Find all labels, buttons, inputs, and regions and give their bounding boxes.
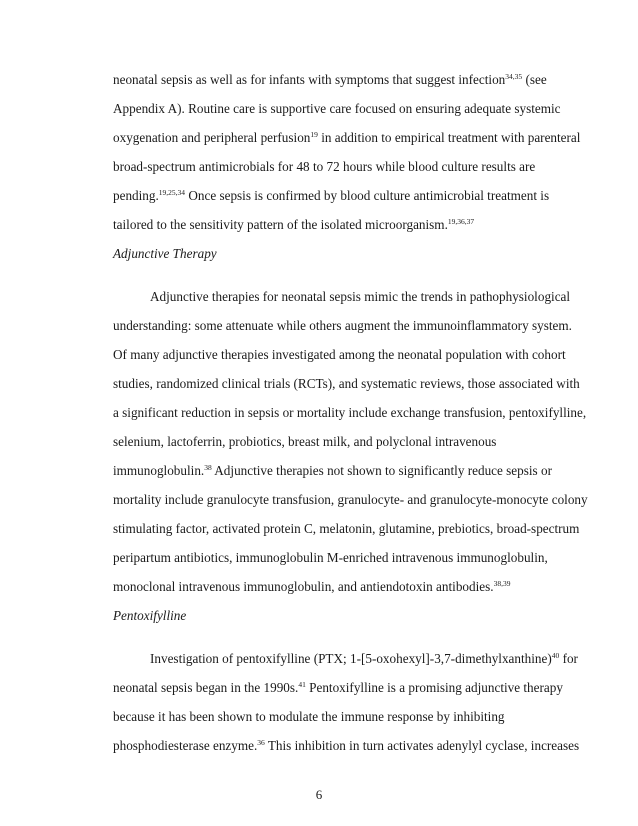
section-heading-pentoxifylline: Pentoxifylline bbox=[113, 608, 187, 623]
body-line-20: because it has been shown to modulate the immune response by inhibiting bbox=[113, 709, 505, 724]
body-line-9: Of many adjunctive therapies investigated among the neonatal population with cohort bbox=[113, 347, 566, 362]
body-line-4: broad-spectrum antimicrobials for 48 to 72 hours while blood culture results are bbox=[113, 159, 536, 174]
body-line-11: a significant reduction in sepsis or mortality include exchange transfusion, pentoxifylline, bbox=[113, 405, 587, 420]
body-line-7: Adjunctive therapies for neonatal sepsis mimic the trends in pathophysiological bbox=[150, 289, 571, 304]
body-line-15: stimulating factor, activated protein C, melatonin, glutamine, prebiotics, broad-spectrum bbox=[113, 521, 580, 536]
body-line-2: Appendix A). Routine care is supportive care focused on ensuring adequate systemic bbox=[113, 101, 561, 116]
body-line-5: pending.$^{19,25,34}$ Once sepsis is confirmed by blood culture antimicrobial treatment is bbox=[113, 188, 550, 203]
body-line-21: phosphodiesterase enzyme.$^{36}$ This inhibition in turn activates adenylyl cyclase, increases bbox=[113, 738, 580, 753]
body-line-19: neonatal sepsis began in the 1990s.$^{41}$ Pentoxifylline is a promising adjunctive therapy bbox=[113, 680, 563, 695]
body-line-6: tailored to the sensitivity pattern of the isolated microorganism.$^{19,36,37}$ bbox=[113, 217, 475, 232]
body-line-10: studies, randomized clinical trials (RCTs), and systematic reviews, those associated with bbox=[113, 376, 580, 391]
body-line-13: immunoglobulin.$^{38}$ Adjunctive therapies not shown to significantly reduce sepsis or bbox=[113, 463, 552, 478]
body-line-3: oxygenation and peripheral perfusion$^{19}$ in addition to empirical treatment with parenteral bbox=[113, 130, 581, 145]
body-line-12: selenium, lactoferrin, probiotics, breast milk, and polyclonal intravenous bbox=[113, 434, 497, 449]
body-line-16: peripartum antibiotics, immunoglobulin M-enriched intravenous immunoglobulin, bbox=[113, 550, 548, 565]
page-number: 6 bbox=[315, 787, 323, 802]
section-heading-adjunctive-therapy: Adjunctive Therapy bbox=[113, 246, 217, 261]
body-line-1: neonatal sepsis as well as for infants with symptoms that suggest infection$^{34,35}$ (see bbox=[113, 72, 547, 87]
body-line-18: Investigation of pentoxifylline (PTX; 1-[5-oxohexyl]-3,7-dimethylxanthine)$^{40}$ for bbox=[150, 651, 578, 666]
body-line-14: mortality include granulocyte transfusion, granulocyte- and granulocyte-monocyte colony bbox=[113, 492, 588, 507]
body-line-8: understanding: some attenuate while others augment the immunoinflammatory system. bbox=[113, 318, 572, 333]
body-line-17: monoclonal intravenous immunoglobulin, and antiendotoxin antibodies.$^{38,39}$ bbox=[113, 579, 511, 594]
